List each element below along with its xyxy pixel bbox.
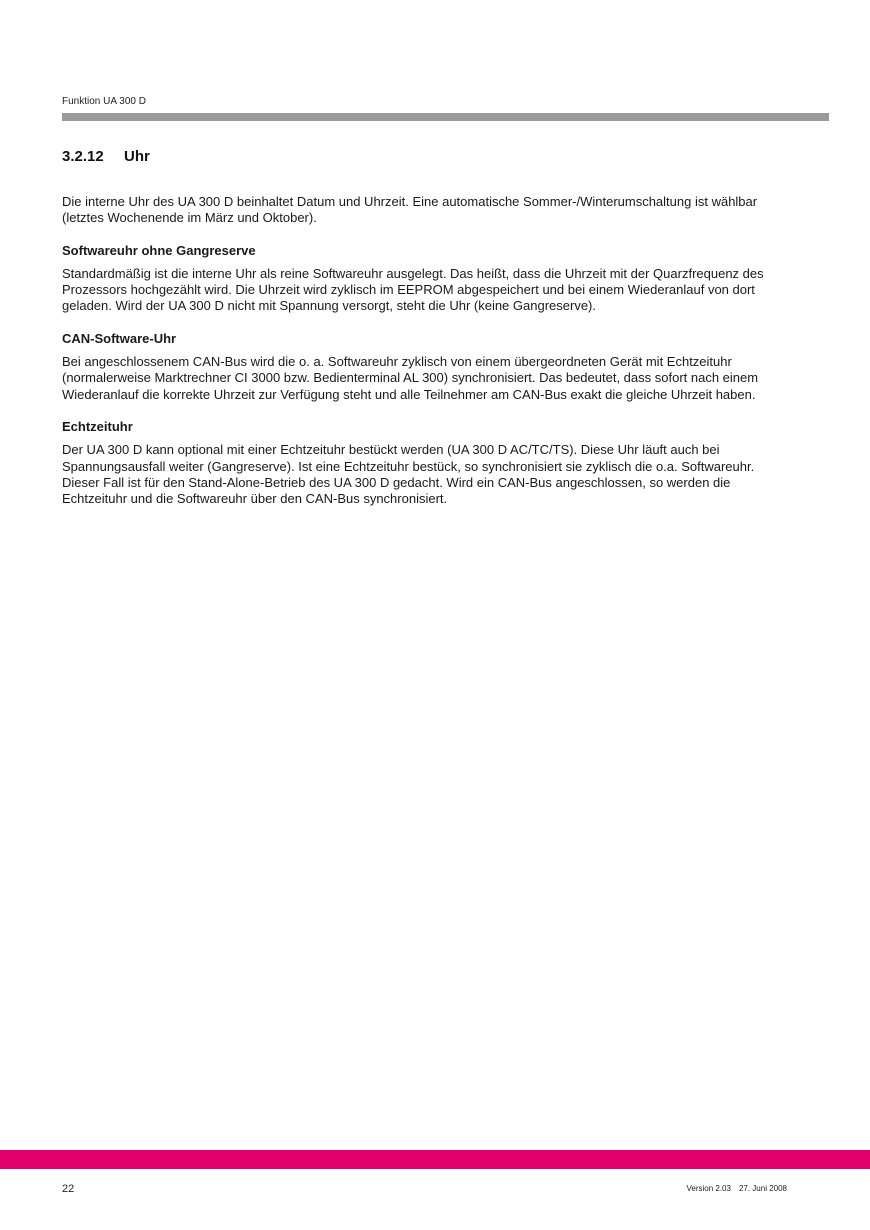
header-divider [62, 113, 829, 121]
subsection-text-can-software-uhr: Bei angeschlossenem CAN-Bus wird die o. a. Softwareuhr zyklisch von einem übergeordneten Gerät mit Echtzeituhr (normalerweise Marktrechner CI 3000 bzw. Bedienterminal AL 300) synchronisiert. Das bedeutet, dass sofort nach einem Wiederanlauf die korrekte Uhrzeit zur Verfügung steht und alle Teilnehmer am CAN-Bus exakt die gleiche Uhrzeit haben. [62, 354, 759, 402]
subsection-text-softwareuhr: Standardmäßig ist die interne Uhr als reine Softwareuhr ausgelegt. Das heißt, dass die Uhrzeit mit der Quarzfrequenz des Prozessors hochgezählt wird. Die Uhrzeit wird zyklisch im EEPROM abgespeichert und bei einem Wiederanlauf von dort geladen. Wird der UA 300 D nicht mit Spannung versorgt, steht die Uhr (keine Gangreserve). [62, 265, 764, 314]
version-info [686, 1184, 787, 1193]
subsection-heading-echtzeituhr: Echtzeituhr [62, 418, 133, 434]
subsection-heading-can-software-uhr: CAN-Software-Uhr [62, 330, 177, 346]
intro-paragraph: Die interne Uhr des UA 300 D beinhaltet Datum und Uhrzeit. Eine automatische Sommer-/Winterumschaltung ist wählbar (letztes Wochenende im März und Oktober). [62, 194, 758, 226]
running-header: Funktion UA 300 D [62, 96, 146, 107]
section-number: 3.2.12 [62, 148, 104, 165]
page-number: 22 [62, 1183, 75, 1195]
section-title [62, 148, 150, 165]
version-label: Version 2.03 [686, 1184, 731, 1193]
version-date: 27. Juni 2008 [738, 1184, 787, 1193]
subsection-text-echtzeituhr: Der UA 300 D kann optional mit einer Echtzeituhr bestückt werden (UA 300 D AC/TC/TS). Diese Uhr läuft auch bei Spannungsausfall weiter (Gangreserve). Ist eine Echtzeituhr bestück, so synchronisiert sie zyklisch die o.a. Softwareuhr. Dieser Fall ist für den Stand-Alone-Betrieb des UA 300 D gedacht. Wird ein CAN-Bus angeschlossen, so werden die Echtzeituhr und die Softwareuhr über den CAN-Bus synchronisiert. [62, 442, 755, 507]
section-title-text: Uhr [124, 148, 150, 165]
footer-bar [0, 1150, 870, 1169]
subsection-heading-softwareuhr: Softwareuhr ohne Gangreserve [62, 242, 256, 258]
document-body [62, 194, 792, 507]
